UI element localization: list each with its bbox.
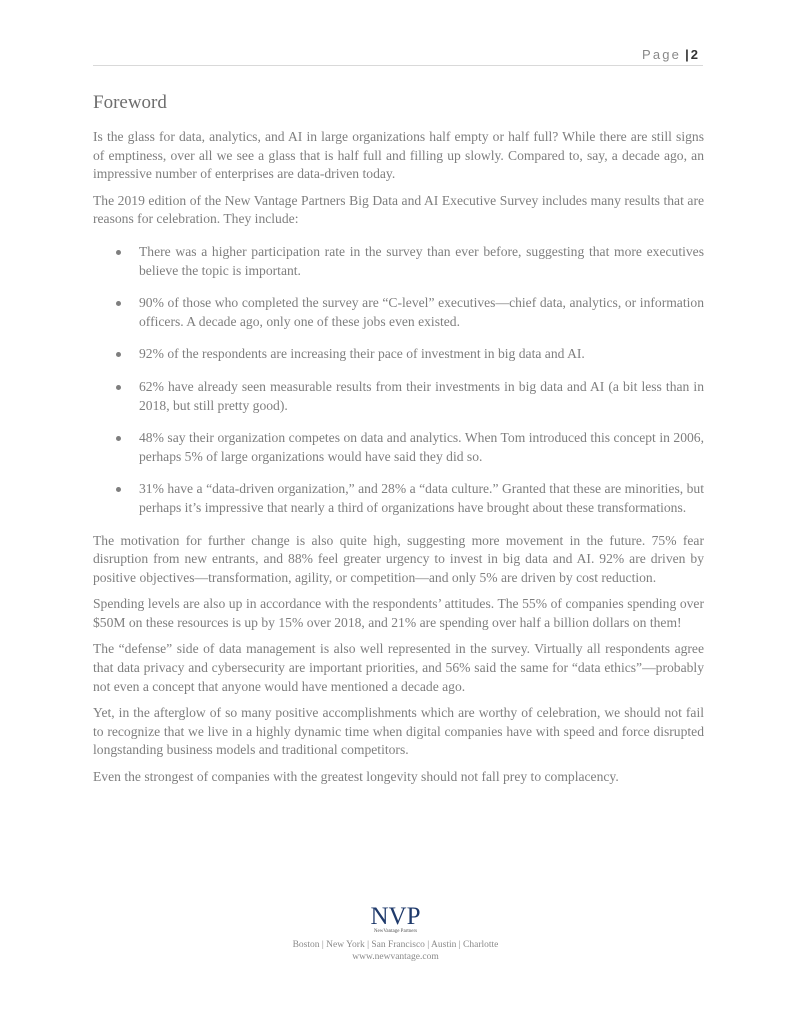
list-item — [93, 480, 704, 517]
list-item — [93, 429, 704, 466]
list-item-text: 90% of those who completed the survey are “C-level” executives—chief data, analytics, or information officers. A decade ago, only one of these jobs even existed. — [139, 295, 704, 329]
list-item — [93, 294, 704, 331]
list-item — [93, 378, 704, 415]
bullet-icon — [116, 352, 121, 357]
list-item — [93, 243, 704, 280]
body-paragraph: Yet, in the afterglow of so many positive accomplishments which are worthy of celebration, we should not fail to recognize that we live in a highly dynamic time when digital companies have with speed and force disrupted longstanding business models and traditional competitors. — [93, 705, 704, 758]
page-separator: | — [685, 47, 689, 62]
page-label: Page — [641, 47, 682, 62]
page-number: 2 — [690, 47, 698, 62]
header-rule — [93, 65, 703, 66]
page-footer — [0, 905, 791, 963]
list-item-text: There was a higher participation rate in the survey than ever before, suggesting that more executives believe the topic is important. — [139, 243, 704, 278]
footer-cities: Boston | New York | San Francisco | Austin | Charlotte — [292, 940, 499, 950]
list-item-text: 92% of the respondents are increasing their pace of investment in big data and AI. — [139, 346, 585, 362]
body-paragraph: The “defense” side of data management is also well represented in the survey. Virtually all respondents agree that data privacy and cybersecurity are important priorities, and 56% said the same for “data ethics”—probably not even a concept that anyone would have mentioned a decade ago. — [93, 641, 704, 694]
page-content — [93, 92, 704, 795]
list-item-text: 31% have a “data-driven organization,” and 28% a “data culture.” Granted that these are minorities, but perhaps it’s impressive that nearly a third of organizations have brought about these transformations. — [139, 481, 704, 515]
page-header — [642, 47, 698, 62]
bullet-icon — [116, 301, 121, 306]
intro-paragraph: Is the glass for data, analytics, and AI in large organizations half empty or half full? While there are still signs of emptiness, over all we see a glass that is half full and filling up slowly. Compared to, say, a decade ago, an impressive number of enterprises are data-driven today. — [93, 129, 704, 182]
findings-list — [93, 243, 704, 518]
bullet-icon — [116, 436, 121, 441]
list-item — [93, 345, 704, 364]
list-item-text: 62% have already seen measurable results from their investments in big data and AI (a bit less than in 2018, but still pretty good). — [139, 378, 704, 413]
intro-paragraph: The 2019 edition of the New Vantage Partners Big Data and AI Executive Survey includes many results that are reasons for celebration. They include: — [93, 192, 704, 227]
section-title: Foreword — [93, 92, 167, 113]
body-paragraph: Spending levels are also up in accordance with the respondents’ attitudes. The 55% of companies spending over $50M on these resources is up by 15% over 2018, and 21% are spending over half a billion dollars on them! — [93, 596, 704, 630]
list-item-text: 48% say their organization competes on data and analytics. When Tom introduced this concept in 2006, perhaps 5% of large organizations would have said they did so. — [139, 430, 704, 464]
bullet-icon — [116, 487, 121, 492]
bullet-icon — [116, 385, 121, 390]
logo-subtext: NewVantage Partners — [373, 929, 418, 934]
logo-mark: NVP — [370, 903, 421, 930]
body-paragraph: Even the strongest of companies with the greatest longevity should not fall prey to complacency. — [93, 769, 619, 785]
footer-url: www.newvantage.com — [352, 952, 439, 962]
body-paragraph: The motivation for further change is also quite high, suggesting more movement in the future. 75% fear disruption from new entrants, and 88% feel greater urgency to invest in big data and AI. 92% are driven by positive objectives—transformation, agility, or competition—and only 5% are driven by cost reduction. — [93, 532, 704, 585]
bullet-icon — [116, 250, 121, 255]
nvp-logo — [370, 905, 420, 935]
